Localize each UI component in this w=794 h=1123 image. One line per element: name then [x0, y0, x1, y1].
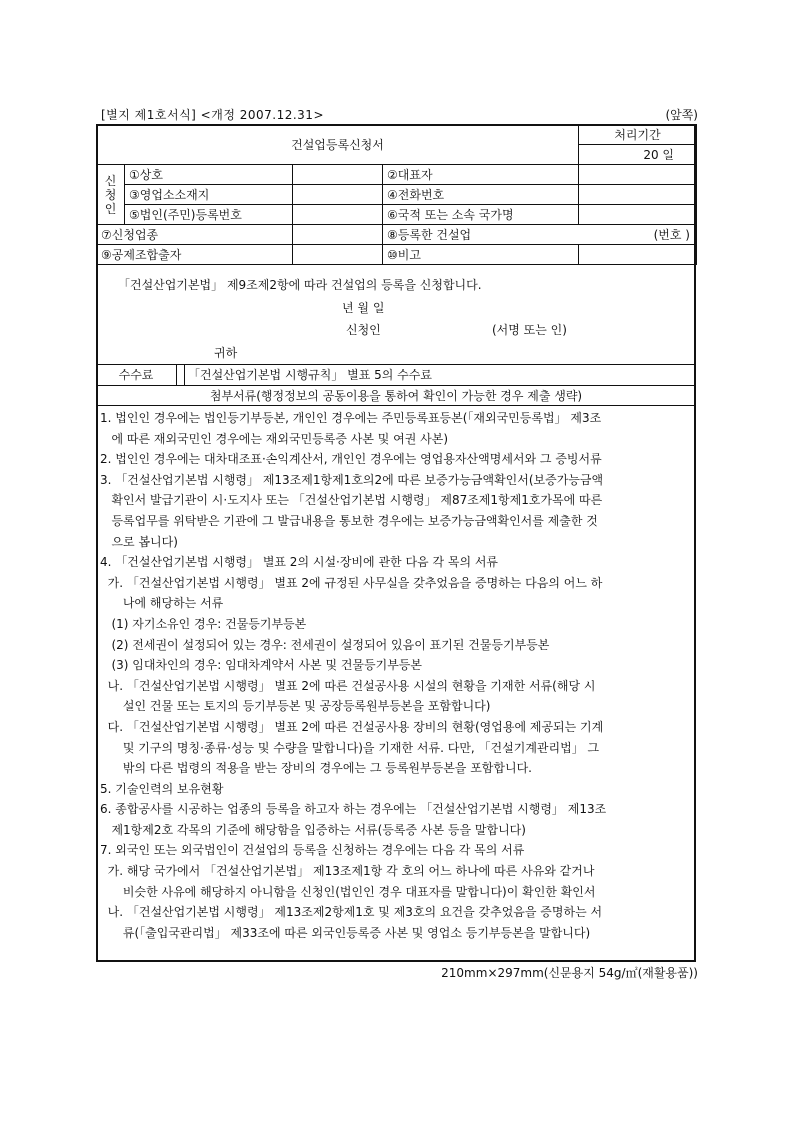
attachment-line: 가. 「건설산업기본법 시행령」 별표 2에 규정된 사무실을 갖추었음을 증명하는 다음의 어느 하	[100, 575, 603, 590]
signature-label: (서명 또는 인)	[492, 323, 567, 337]
attachment-line: (2) 전세권이 설정되어 있는 경우: 전세권이 설정되어 있음이 표기된 건물등기부등본	[100, 637, 550, 652]
attachment-line: 류(「출입국관리법」 제33조에 따른 외국인등록증 사본 및 영업소 등기부등본을 말합니다)	[100, 925, 591, 940]
field-mutual-aid-label: ⑨공제조합출자	[97, 245, 293, 265]
processing-period-value: 20 일	[579, 145, 697, 165]
form-title: 건설업등록신청서	[97, 125, 579, 165]
attachment-line: 6. 종합공사를 시공하는 업종의 등록을 하고자 하는 경우에는 「건설산업기본법 시행령」 제13조	[100, 802, 607, 817]
attachment-line: 등록업무를 위탁받은 기관에 그 발급내용을 통보한 경우에는 보증가능금액확인서를 제출한 것	[100, 513, 598, 528]
attachment-line: 1. 법인인 경우에는 법인등기부등본, 개인인 경우에는 주민등록표등본(「재외국민등록법」 제3조	[100, 411, 602, 425]
attachment-line: 3. 「건설산업기본법 시행령」 제13조제1항제1호의2에 따른 보증가능금액확인서(보증가능금액	[100, 472, 604, 487]
attachment-line: 2. 법인인 경우에는 대차대조표·손익계산서, 개인인 경우에는 영업용자산액명세서와 그 증빙서류	[100, 452, 602, 467]
fee-label: 수수료	[96, 365, 177, 385]
attachment-line: 7. 외국인 또는 외국법인이 건설업의 등록을 신청하는 경우에는 다음 각 목의 서류	[100, 843, 525, 858]
addressee-label: 귀하	[214, 346, 238, 360]
field-representative-label: ②대표자	[383, 165, 579, 185]
processing-period-label: 처리기간	[579, 125, 697, 145]
attachment-line: 설인 건물 또는 토지의 등기부등본 및 공장등록원부등본을 포함합니다)	[100, 699, 491, 714]
attachment-line: 4. 「건설산업기본법 시행령」 별표 2의 시설·장비에 관한 다음 각 목의 서류	[100, 555, 499, 570]
date-line: 년 월 일	[342, 301, 385, 315]
form-border	[96, 124, 696, 962]
field-office-address-label: ③영업소소재지	[125, 185, 293, 205]
fee-text: 「건설산업기본법 시행규칙」 별표 5의 수수료	[188, 368, 432, 382]
attachment-line: (1) 자기소유인 경우: 건물등기부등본	[100, 616, 307, 631]
field-nationality-label: ⑥국적 또는 소속 국가명	[383, 205, 579, 225]
attachments-title: 첨부서류(행정정보의 공동이용을 통하여 확인이 가능한 경우 제출 생략)	[96, 386, 696, 406]
attachment-line: 나. 「건설산업기본법 시행령」 제13조제2항제1호 및 제3호의 요건을 갖추었음을 증명하는 서	[100, 905, 603, 920]
field-registration-number-label: ⑤법인(주민)등록번호	[125, 205, 293, 225]
field-company-name-label: ①상호	[125, 165, 293, 185]
applicant-vertical-label: 신청인	[104, 173, 117, 216]
attachment-line: 5. 기술인력의 보유현황	[100, 781, 224, 796]
field-registered-business-label: ⑧등록한 건설업	[387, 228, 472, 242]
attachment-line: 에 따른 재외국민인 경우에는 재외국민등록증 사본 및 여권 사본)	[100, 431, 449, 446]
form-number: [별지 제1호서식] <개정 2007.12.31>	[101, 108, 324, 122]
application-statement: 「건설산업기본법」 제9조제2항에 따라 건설업의 등록을 신청합니다.	[118, 278, 482, 292]
field-business-type-label: ⑦신청업종	[97, 225, 293, 245]
attachment-line: 으로 봅니다)	[100, 534, 178, 549]
field-phone-label: ④전화번호	[383, 185, 579, 205]
field-remarks-label: ⑩비고	[383, 245, 579, 265]
attachment-line: 나. 「건설산업기본법 시행령」 별표 2에 따른 건설공사용 시설의 현황을 기재한 서류(해당 시	[100, 678, 596, 693]
attachment-line: 제1항제2호 각목의 기준에 해당함을 입증하는 서류(등록증 사본 등을 말합니다)	[100, 822, 526, 837]
attachment-line: 및 기구의 명칭·종류·성능 및 수량을 말합니다)을 기재한 서류. 다만, 「건설기계관리법」 그	[100, 740, 600, 755]
applicant-label: 신청인	[346, 323, 381, 337]
attachment-line: 밖의 다른 법령의 적용을 받는 장비의 경우에는 그 등록원부등본을 포함합니다.	[100, 761, 532, 776]
attachment-line: 가. 해당 국가에서 「건설산업기본법」 제13조제1항 각 호의 어느 하나에 따른 사유와 같거나	[100, 864, 595, 879]
field-registered-business-number: (번호 )	[653, 228, 690, 242]
paper-size-note: 210mm×297mm(신문용지 54g/㎡(재활용품))	[441, 966, 698, 980]
page-side-label: (앞쪽)	[665, 108, 698, 122]
attachment-line: 다. 「건설산업기본법 시행령」 별표 2에 따른 건설공사용 장비의 현황(영업용에 제공되는 기계	[100, 719, 604, 734]
attachment-line: 나에 해당하는 서류	[100, 596, 224, 611]
attachment-line: 확인서 발급기관이 시·도지사 또는 「건설산업기본법 시행령」 제87조제1항제1호가목에 따른	[100, 493, 603, 508]
attachment-line: (3) 임대차인의 경우: 임대차계약서 사본 및 건물등기부등본	[100, 658, 422, 673]
attachment-line: 비슷한 사유에 해당하지 아니함을 신청인(법인인 경우 대표자를 말합니다)이 확인한 확인서	[100, 884, 596, 899]
